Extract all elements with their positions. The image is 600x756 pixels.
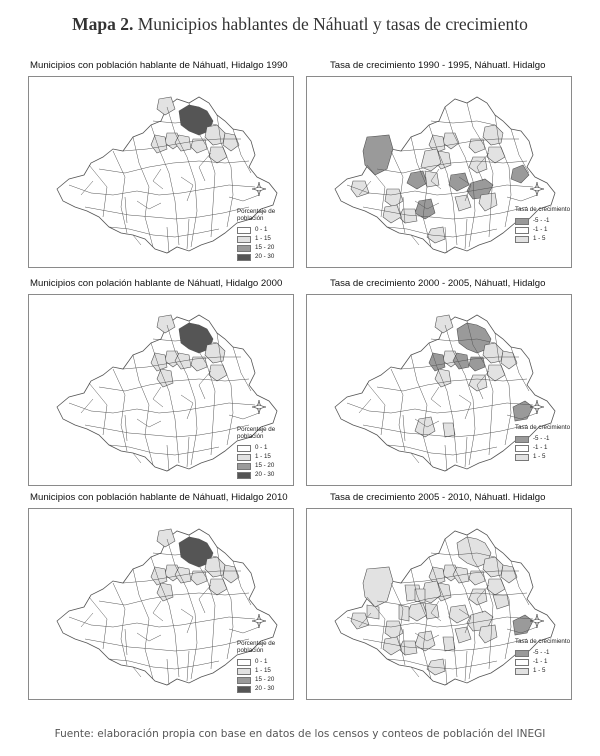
legend-swatch	[515, 436, 529, 443]
municipality-shaded	[425, 603, 439, 619]
legend-entry	[237, 235, 275, 243]
legend-entry	[515, 226, 570, 234]
map-legend	[515, 425, 570, 462]
legend-label: 1 - 15	[255, 235, 271, 243]
north-arrow-icon	[529, 181, 545, 197]
legend-label: -1 - 1	[533, 226, 548, 234]
figure-label: Mapa 2.	[72, 14, 134, 34]
legend-label: 0 - 1	[255, 226, 268, 234]
municipality-shaded	[399, 605, 409, 621]
legend-title: Porcentaje de	[237, 208, 276, 215]
legend-swatch	[237, 472, 251, 479]
legend-swatch	[237, 686, 251, 693]
panel-title-speakers-1990: Municipios con población hablante de Náhuatl, Hidalgo 1990	[30, 60, 288, 71]
legend-entry	[515, 658, 570, 666]
legend-swatch	[237, 245, 251, 252]
legend-entry	[237, 226, 275, 234]
map-panel-growth-1990-1995	[306, 76, 572, 268]
legend-swatch	[515, 236, 529, 243]
legend-swatch	[237, 463, 251, 470]
legend-entry	[237, 253, 275, 261]
legend-label: 20 - 30	[255, 253, 275, 261]
figure-title	[0, 14, 600, 35]
legend-entry	[237, 658, 275, 666]
legend-label: -5 - -1	[533, 435, 550, 443]
legend-entry	[515, 435, 570, 443]
legend-swatch	[515, 218, 529, 225]
municipality-shaded	[443, 637, 455, 651]
map-panel-speakers-2010	[28, 508, 294, 700]
legend-swatch	[515, 668, 529, 675]
map-legend	[237, 641, 275, 694]
figure-title-text: Municipios hablantes de Náhuatl y tasas de crecimiento	[137, 14, 528, 34]
legend-entry	[515, 235, 570, 243]
legend-entry	[515, 217, 570, 225]
map-panel-speakers-2000	[28, 294, 294, 486]
map-panel-speakers-1990	[28, 76, 294, 268]
map-panel-growth-2005-2010	[306, 508, 572, 700]
legend-swatch	[237, 668, 251, 675]
legend-title: Porcentaje de	[237, 640, 276, 647]
municipality-shaded	[443, 423, 455, 437]
legend-title: población	[237, 215, 264, 223]
legend-title: Porcentaje de	[237, 426, 276, 433]
legend-entry	[237, 676, 275, 684]
legend-label: 15 - 20	[255, 244, 275, 252]
legend-label: 1 - 5	[533, 453, 546, 461]
legend-swatch	[237, 227, 251, 234]
map-panel-growth-2000-2005	[306, 294, 572, 486]
legend-label: -1 - 1	[533, 444, 548, 452]
legend-entry	[515, 649, 570, 657]
legend-entry	[237, 244, 275, 252]
legend-label: 1 - 5	[533, 667, 546, 675]
north-arrow-icon	[251, 399, 267, 415]
legend-swatch	[515, 650, 529, 657]
legend-swatch	[237, 454, 251, 461]
legend-entry	[515, 667, 570, 675]
legend-swatch	[515, 454, 529, 461]
legend-swatch	[237, 659, 251, 666]
legend-swatch	[515, 227, 529, 234]
legend-entry	[237, 471, 275, 479]
panel-title-speakers-2010: Municipios con población hablante de Náhuatl, Hidalgo 2010	[30, 492, 288, 503]
legend-title: Tasa de crecimiento	[515, 424, 571, 431]
municipality-shaded	[367, 605, 379, 619]
legend-entry	[515, 444, 570, 452]
legend-entry	[237, 444, 275, 452]
map-legend	[515, 207, 570, 244]
north-arrow-icon	[529, 399, 545, 415]
legend-entry	[237, 453, 275, 461]
north-arrow-icon	[251, 613, 267, 629]
north-arrow-icon	[251, 181, 267, 197]
map-legend	[515, 639, 570, 676]
legend-label: 20 - 30	[255, 471, 275, 479]
legend-entry	[237, 462, 275, 470]
panel-title-growth-1990-1995: Tasa de crecimiento 1990 - 1995, Náhuatl. Hidalgo	[330, 60, 546, 71]
legend-title: Tasa de crecimiento	[515, 638, 571, 645]
map-legend	[237, 209, 275, 262]
legend-label: 15 - 20	[255, 462, 275, 470]
legend-swatch	[237, 254, 251, 261]
panel-title-growth-2005-2010: Tasa de crecimiento 2005 - 2010, Náhuatl. Hidalgo	[330, 492, 546, 503]
legend-label: -5 - -1	[533, 217, 550, 225]
legend-swatch	[515, 445, 529, 452]
map-legend	[237, 427, 275, 480]
legend-title: Tasa de crecimiento	[515, 206, 571, 213]
legend-swatch	[237, 445, 251, 452]
legend-swatch	[515, 659, 529, 666]
legend-label: 1 - 5	[533, 235, 546, 243]
legend-label: 0 - 1	[255, 444, 268, 452]
legend-swatch	[237, 677, 251, 684]
legend-entry	[237, 667, 275, 675]
legend-entry	[237, 685, 275, 693]
legend-swatch	[237, 236, 251, 243]
municipality-shaded	[425, 171, 439, 187]
panel-title-growth-2000-2005: Tasa de crecimiento 2000 - 2005, Náhuatl, Hidalgo	[330, 278, 546, 289]
legend-label: 15 - 20	[255, 676, 275, 684]
legend-title: población	[237, 647, 264, 655]
source-note: Fuente: elaboración propia con base en datos de los censos y conteos de población del INEGI	[54, 728, 546, 740]
legend-entry	[515, 453, 570, 461]
panel-title-speakers-2000: Municipios con polación hablante de Náhuatl, Hidalgo 2000	[30, 278, 283, 289]
north-arrow-icon	[529, 613, 545, 629]
legend-label: -1 - 1	[533, 658, 548, 666]
legend-label: 0 - 1	[255, 658, 268, 666]
legend-label: 1 - 15	[255, 453, 271, 461]
legend-label: 1 - 15	[255, 667, 271, 675]
legend-label: 20 - 30	[255, 685, 275, 693]
legend-label: -5 - -1	[533, 649, 550, 657]
legend-title: población	[237, 433, 264, 441]
